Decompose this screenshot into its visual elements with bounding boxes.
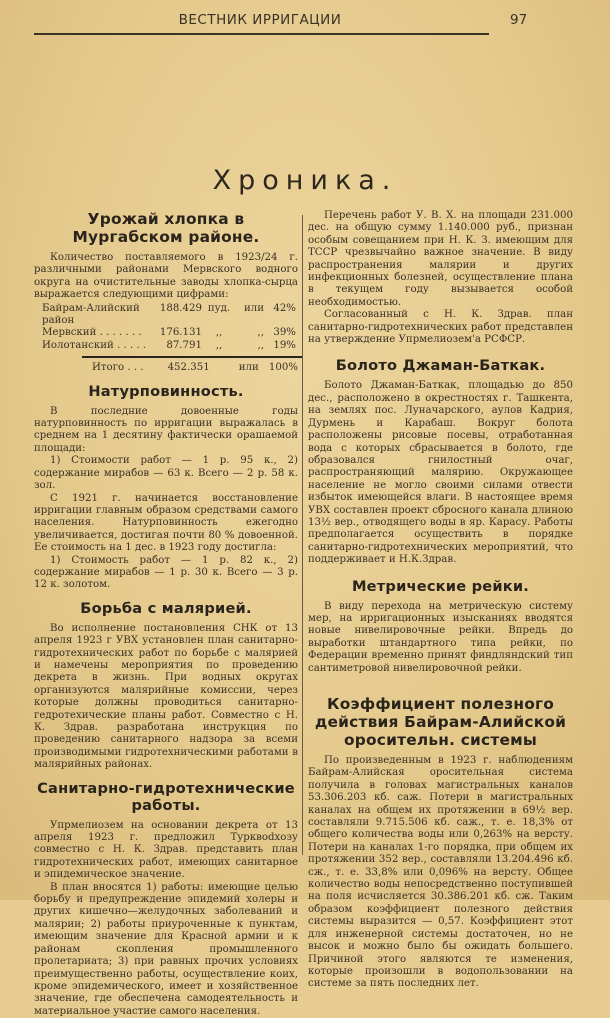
paragraph: В виду перехода на метрическую систему мер, на ирригационных изысканиях вводятся новые нивелировочные рейки. Впредь до выработки штандартного типа рейки, по Федерации временно принят финдляндский тип сантиметровой нивелировочной рейки. (308, 600, 573, 674)
conj: ,, (257, 339, 264, 351)
coefficient-article-title: Коэффициент полезного действия Байрам-Алийской оросительн. системы (314, 695, 567, 749)
unit: ,, (215, 327, 223, 339)
cotton-article-title: Урожай хлопка в Мургабском районе. (72, 210, 260, 246)
paragraph: Упрмелиозем на основании декрета от 13 апреля 1923 г. предложил Турквodхозу совместно с Н. К. Здрав. представить план гидротехнических работ, имеющих санитарное и эпидемическое значение. (34, 819, 298, 881)
table-row (42, 303, 298, 328)
header-rule (34, 33, 489, 35)
paragraph: Во исполнение постановления СНК от 13 апреля 1923 г УВХ установлен план санитарно-гидротехнических работ по борьбе с малярией и намечены мероприятия по проведению декрета в жизнь. При водных округах организуются малярийные комиссии, через которые должны проводиться санитарно-гедротехические планы работ. Совместно с Н. К. Здрав. разработана инструкция по проведению санитарного надзора за всеми производимыми гидротехническими работами в малярийных районах. (34, 622, 298, 771)
cotton-stats-table (42, 303, 298, 375)
paragraph: 1) Стоимость работ — 1 р. 82 к., 2) содержание мирабов — 1 р. 30 к. Всего — 3 р. 12 к. золотом. (34, 554, 298, 591)
total-label: Итого . . . (92, 362, 144, 374)
paragraph: С 1921 г. начинается восстановление ирригации главным образом средствами самого населения. Натурповинность ежегодно увеличивается, достигая почти 80 % довоенной. Ее стоимость на 1 дес. в 1923 году достигла: (34, 492, 298, 554)
rails-article-title: Метрические рейки. (351, 577, 530, 595)
percent: 39% (273, 327, 296, 339)
page-number: 97 (510, 12, 528, 28)
conj: или (243, 302, 264, 314)
unit: ,, (215, 339, 223, 351)
total-conj: или (238, 362, 259, 374)
total-value: 452.351 (167, 362, 210, 374)
percent: 42% (273, 302, 296, 314)
district-name: Иолотанский . . . . . (42, 339, 147, 351)
column-divider (302, 215, 303, 855)
section-title: Хроника. (212, 165, 398, 196)
paragraph: В последние довоенные годы натурповинность по ирригации выражалась в среднем на 1 десятину фактически орашаемой площади: (34, 405, 298, 454)
paragraph: По произведенным в 1923 г. наблюдениям Байрам-Алийская оросительная система получила в головах магистральных каналов 53.306.203 кб. саж. Потери в магистральных каналах на общем их протяжении в 69½ вер. составляли 9.715.506 кб. саж., т. е. 18,3% от общего количества воды или 0,263% на версту. Потери на каналах 1-го порядка, при общем их протяжении 352 вер., составляли 13.204.496 кб. сж., т. е. 33,8% или 0,096% на версту. Общее количество воды непосредственно поступившей на поля исчисляется 30.386.201 кб. сж. Таким образом коэффициент полезного действия системы выразится — 0,57. Коэффициент этот для инженерной системы достаточен, но не высок и можно было бы ожидать большего. Причиной этого являются те изменения, которые произошли в водопользовании на системе за пять последних лет. (308, 755, 573, 990)
malaria-article-title: Борьба с малярией. (80, 599, 252, 617)
table-row (42, 327, 298, 339)
paragraph: 1) Стоимости работ — 1 р. 95 к., 2) содержание мирабов — 63 к. Всего — 2 р. 58 к. зол. (34, 455, 298, 492)
total-percent: 100% (268, 362, 298, 374)
paragraph: Перечень работ У. В. Х. на площади 231.000 дес. на общую сумму 1.140.000 руб., признан особым совещанием при Н. К. З. имеющим для ТССР чрезвычайно важное значение. В виду распространения малярии и других инфекционных болезней, осуществление плана в текущем году вызывается особой необходимостью. (308, 210, 573, 308)
paragraph: Согласованный с Н. К. Здрав. план санитарно-гидротехнических работ представлен на утверждение Упрмелиозем'а РСФСР. (308, 309, 573, 346)
conj: ,, (257, 327, 264, 339)
district-value: 188.429 (159, 302, 202, 314)
percent: 19% (273, 339, 296, 351)
total-row (92, 362, 298, 374)
swamp-article-title: Болото Джаман-Баткак. (335, 357, 546, 375)
natur-article-title: Натурповинность. (88, 382, 244, 400)
paragraph: В план вносятся 1) работы: имеющие целью борьбу и предупреждение эпидемий холеры и других кишечно—желудочных заболеваний и малярии; 2) работы приуроченные к пунктам, имеющим значение для Красной армии и к районам скопления промышленного пролетариата; 3) при равных прочих условиях преимущественно работы, осуществление коих, кроме эпидемического, имеет и хозяйственное значение, где обеспечена самодеятельность и материальное участие самого населения. (34, 881, 298, 1017)
journal-title: ВЕСТНИК ИРРИГАЦИИ (178, 12, 342, 28)
district-name: Мервский . . . . . . . (42, 327, 142, 339)
right-column (308, 210, 573, 991)
district-name: Байрам-Алийский район (42, 302, 140, 327)
district-value: 87.791 (166, 339, 202, 351)
left-column (34, 210, 298, 1018)
table-row (42, 340, 298, 352)
cotton-intro: Количество поставляемого в 1923/24 г. различными районами Мервского водного округа на очистительные заводы хлопка-сырца выражается следующими цифрами: (34, 252, 298, 301)
sanitary-article-title: Санитарно-гидротехнические работы. (37, 779, 295, 814)
district-value: 176.131 (159, 327, 202, 339)
unit: пуд. (207, 302, 231, 314)
paragraph: Болото Джаман-Баткак, площадью до 850 дес., расположено в окрестностях г. Ташкента, на землях пос. Луначарского, аулов Кадрия, Дурмень и Карабаш. Вокруг болота расположены рисовые посевы, отработанная вода с которых сбрасывается в болото, где образовался гнилостный очаг, распространяющий малярию. Окружающее население не могло своими силами отвести избыток имеющейся влаги. В настоящее время УВХ составлен проект сбросного канала длиною 13½ вер., отводящего воды в яр. Карасу. Работы предполагается осуществить в порядке санитарно-гидротехнических мероприятий, что поддерживает и Н.К.Здрав. (308, 380, 573, 566)
total-rule (82, 356, 302, 358)
